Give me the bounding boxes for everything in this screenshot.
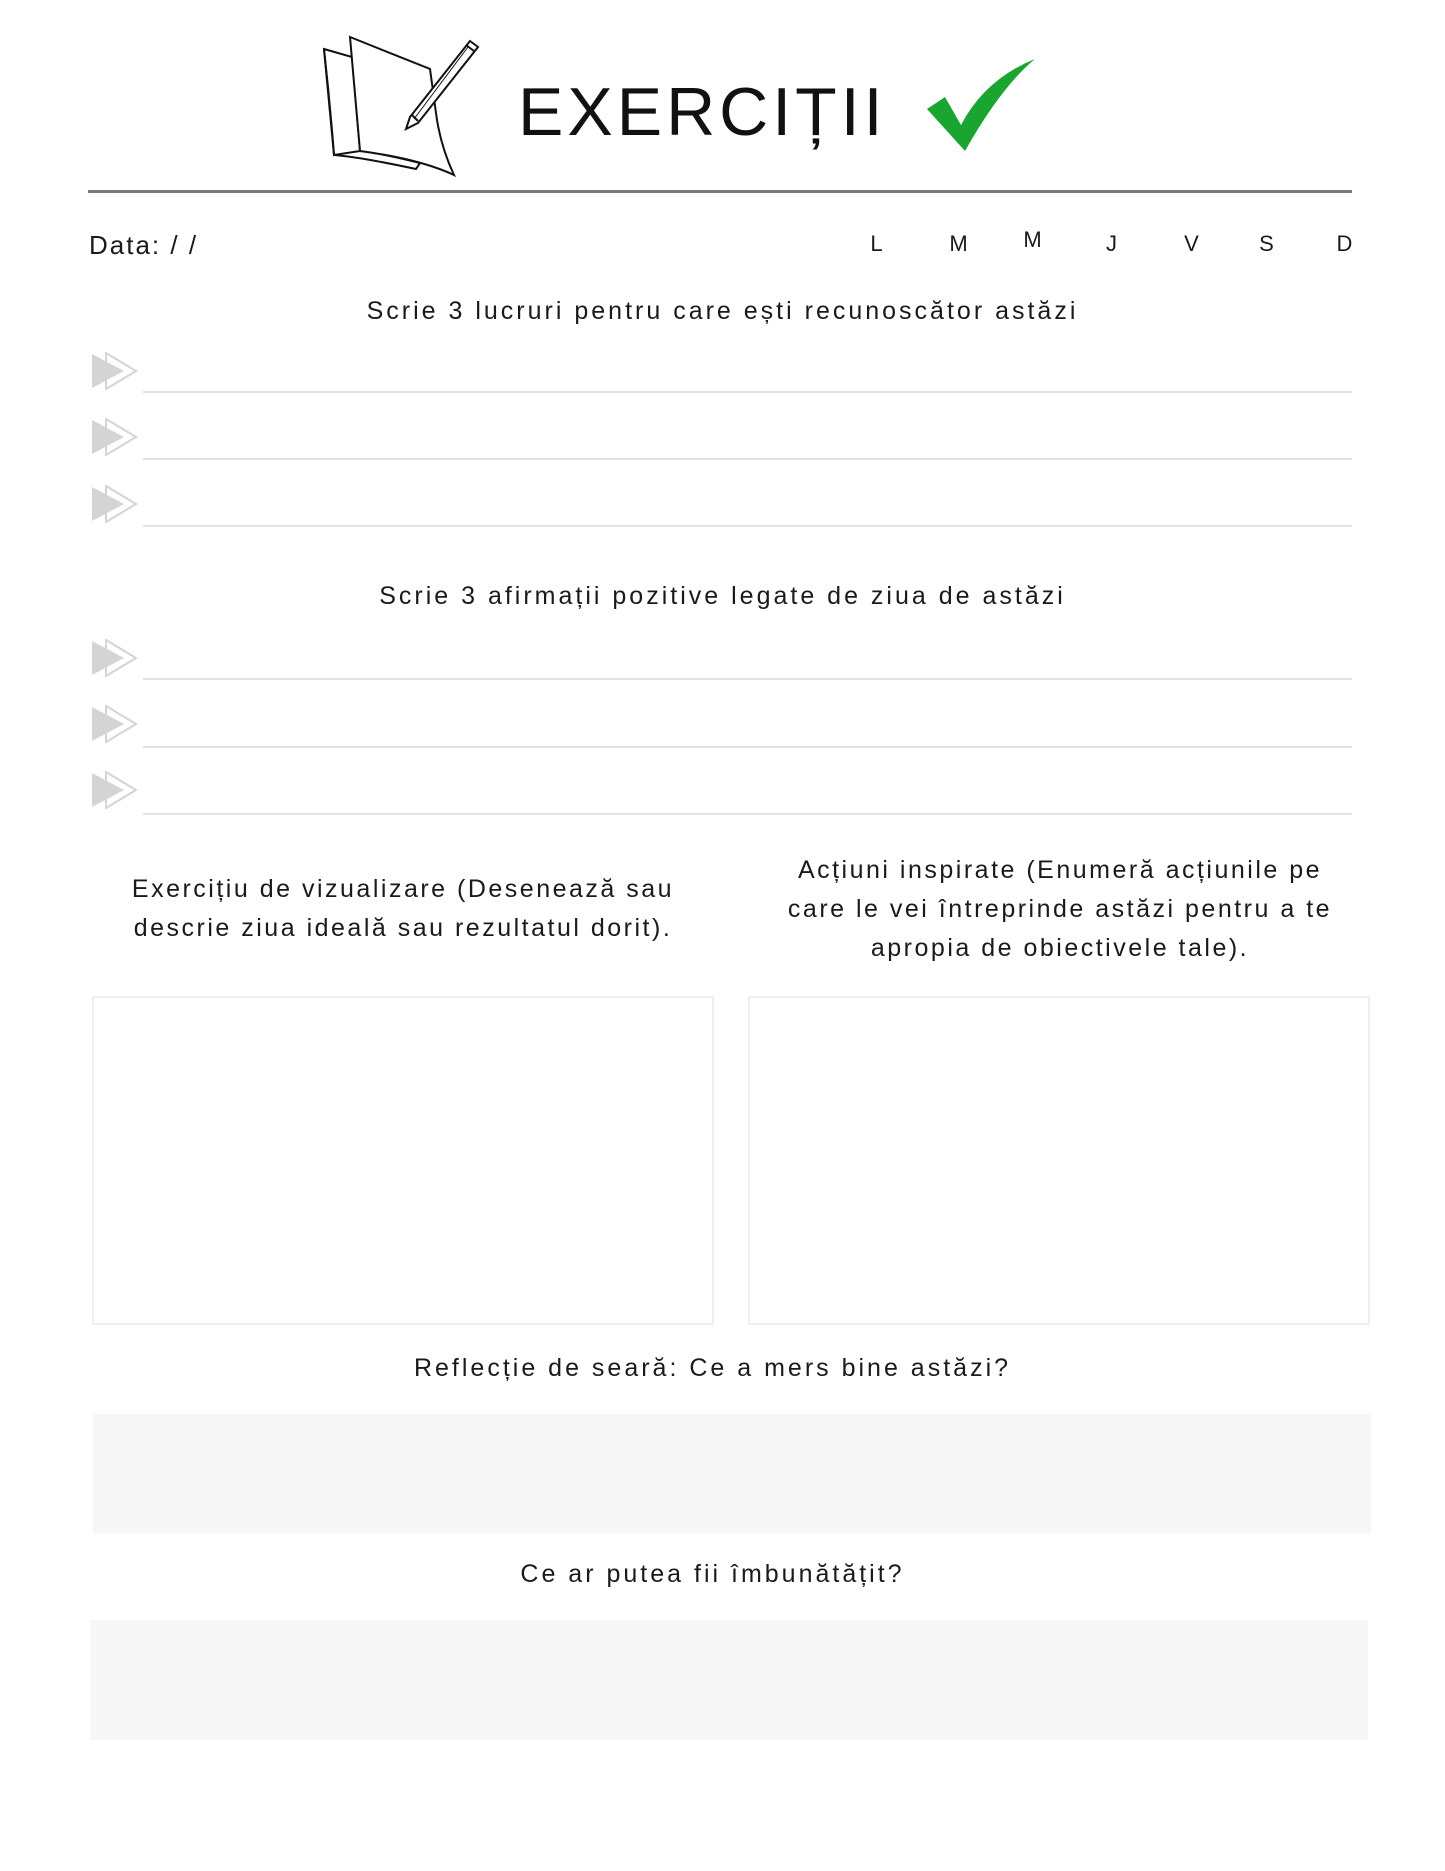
visualization-heading-line-1: Exercițiu de vizualizare (Desenează sau: [131, 875, 675, 903]
double-arrow-icon: [90, 485, 138, 523]
double-arrow-icon: [90, 639, 138, 677]
day-thursday[interactable]: J: [1106, 231, 1118, 256]
evening-reflection-box[interactable]: [93, 1414, 1371, 1534]
actions-heading-line-2: care le vei întreprinde astăzi pentru a te: [787, 895, 1333, 923]
actions-heading: [740, 851, 1380, 968]
day-saturday[interactable]: S: [1259, 231, 1275, 256]
paper-pencil-icon: [320, 33, 490, 178]
actions-heading-line-3: apropia de obiectivele tale).: [870, 934, 1250, 962]
gratitude-line-2[interactable]: [143, 458, 1352, 460]
improvement-heading: Ce ar putea fii îmbunătățit?: [520, 1560, 905, 1588]
affirmation-line-2[interactable]: [143, 746, 1352, 748]
gratitude-line-1[interactable]: [143, 391, 1352, 393]
evening-reflection-heading: Reflecție de seară: Ce a mers bine astăzi?: [413, 1354, 1012, 1382]
actions-box[interactable]: [748, 996, 1370, 1325]
double-arrow-icon: [90, 771, 138, 809]
day-sunday[interactable]: D: [1336, 231, 1354, 256]
visualization-box[interactable]: [92, 996, 714, 1325]
affirmation-line-1[interactable]: [143, 678, 1352, 680]
day-monday[interactable]: L: [870, 231, 884, 256]
improvement-box[interactable]: [90, 1620, 1368, 1740]
day-wednesday[interactable]: M: [1023, 227, 1043, 252]
header: [0, 0, 1445, 200]
double-arrow-icon: [90, 418, 138, 456]
day-tuesday[interactable]: M: [949, 231, 969, 256]
visualization-heading: [92, 870, 714, 948]
page-title: EXERCIȚII: [518, 74, 887, 150]
double-arrow-icon: [90, 352, 138, 390]
affirmations-heading: Scrie 3 afirmații pozitive legate de ziua de astăzi: [379, 582, 1066, 610]
date-label: Data: / /: [89, 230, 199, 260]
gratitude-line-3[interactable]: [143, 525, 1352, 527]
double-arrow-icon: [90, 705, 138, 743]
actions-heading-line-1: Acțiuni inspirate (Enumeră acțiunile pe: [797, 856, 1323, 884]
checkmark-icon: [925, 57, 1037, 153]
day-friday[interactable]: V: [1184, 231, 1200, 256]
visualization-heading-line-2: descrie ziua ideală sau rezultatul dorit).: [133, 914, 673, 942]
header-divider: [88, 190, 1352, 193]
affirmation-line-3[interactable]: [143, 813, 1352, 815]
gratitude-heading: Scrie 3 lucruri pentru care ești recunoscător astăzi: [366, 297, 1079, 325]
